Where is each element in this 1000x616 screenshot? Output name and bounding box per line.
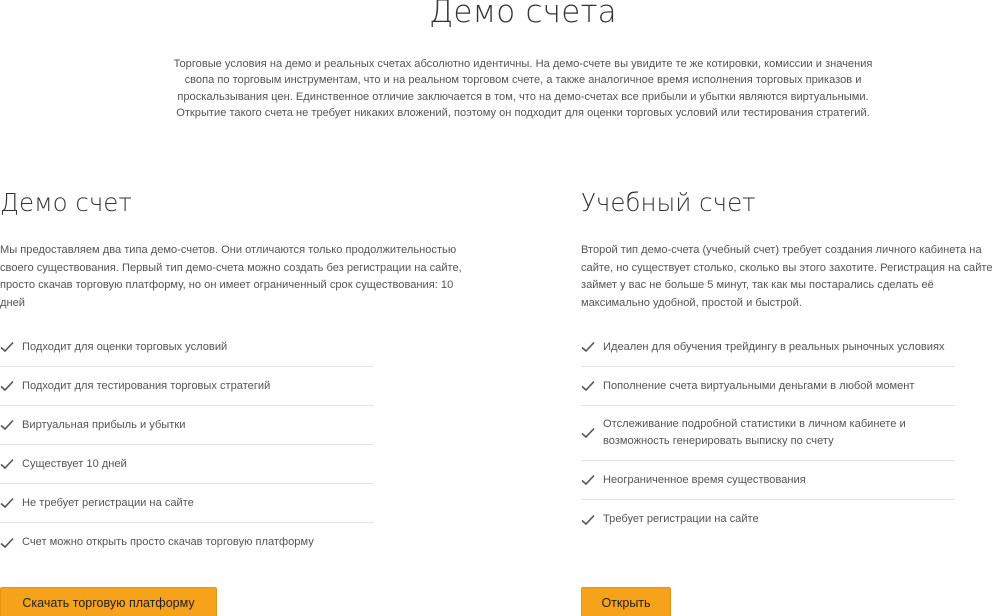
demo-feature-item	[0, 445, 374, 484]
demo-feature-item	[0, 523, 374, 562]
demo-account-description: Мы предоставляем два типа демо-счетов. Они отличаются только продолжительностью своего существования. Первый тип демо-счета можно создать без регистрации на сайте, просто скачав торговую платформу, но он имеет ограниченный срок существования: 10 дней	[0, 244, 462, 309]
feature-label: Требует регистрации на сайте	[603, 513, 759, 525]
check-icon	[0, 419, 14, 431]
demo-feature-item	[0, 328, 374, 367]
check-icon	[581, 474, 595, 486]
check-icon	[581, 341, 595, 353]
intro-text: Торговые условия на демо и реальных счетах абсолютно идентичны. На демо-счете вы увидите те же котировки, комиссии и значения свопа по торговым инструментам, что и на реальном торговом счете, а также аналогичное время исполнения торговых приказов и проскальзывания цен. Единственное отличие заключается в том, что на демо-счетах все прибыли и убытки являются виртуальными. Открытие такого счета не требует никаких вложений, поэтому он подходит для оценки торговых условий или тестирования стратегий.	[173, 58, 873, 119]
feature-label: Счет можно открыть просто скачав торговую платформу	[22, 536, 314, 548]
demo-feature-item	[0, 484, 374, 523]
check-icon	[581, 514, 595, 526]
feature-label: Неограниченное время существования	[603, 473, 806, 486]
feature-label: Существует 10 дней	[22, 457, 127, 470]
demo-account-section	[0, 186, 480, 610]
training-feature-item	[581, 406, 955, 461]
download-platform-button[interactable]: Скачать торговую платформу	[0, 587, 217, 616]
training-account-title: Учебный счет	[581, 188, 756, 217]
feature-label: Отслеживание подробной статистики в личном кабинете и возможность генерировать выписку по счету	[603, 418, 906, 447]
feature-label: Подходит для оценки торговых условий	[22, 340, 228, 353]
feature-label: Подходит для тестирования торговых стратегий	[22, 379, 271, 392]
training-feature-item	[581, 461, 955, 500]
check-icon	[581, 380, 595, 392]
demo-feature-item	[0, 367, 374, 406]
feature-label: Не требует регистрации на сайте	[22, 496, 194, 509]
training-features-list	[581, 328, 955, 539]
demo-feature-item	[0, 406, 374, 445]
check-icon	[0, 458, 14, 470]
demo-features-list	[0, 328, 374, 562]
training-account-description: Второй тип демо-счета (учебный счет) требует создания личного кабинета на сайте, но существует столько, сколько вы этого захотите. Регистрация на сайте займет у вас не больше 5 минут, так как мы постарались сделать её максимально удобной, простой и быстрой.	[581, 244, 993, 309]
demo-account-title: Демо счет	[0, 188, 132, 217]
feature-label: Пополнение счета виртуальными деньгами в любой момент	[603, 379, 915, 392]
feature-label: Идеален для обучения трейдингу в реальных рыночных условиях	[603, 340, 945, 353]
training-account-section	[581, 186, 1000, 610]
check-icon	[0, 380, 14, 392]
feature-label: Виртуальная прибыль и убытки	[22, 418, 186, 431]
check-icon	[0, 497, 14, 509]
check-icon	[581, 427, 595, 439]
open-account-button[interactable]: Открыть	[581, 587, 671, 616]
training-feature-item	[581, 500, 955, 539]
training-feature-item	[581, 328, 955, 367]
training-feature-item	[581, 367, 955, 406]
page-title: Демо счета	[429, 0, 617, 30]
check-icon	[0, 341, 14, 353]
check-icon	[0, 537, 14, 549]
